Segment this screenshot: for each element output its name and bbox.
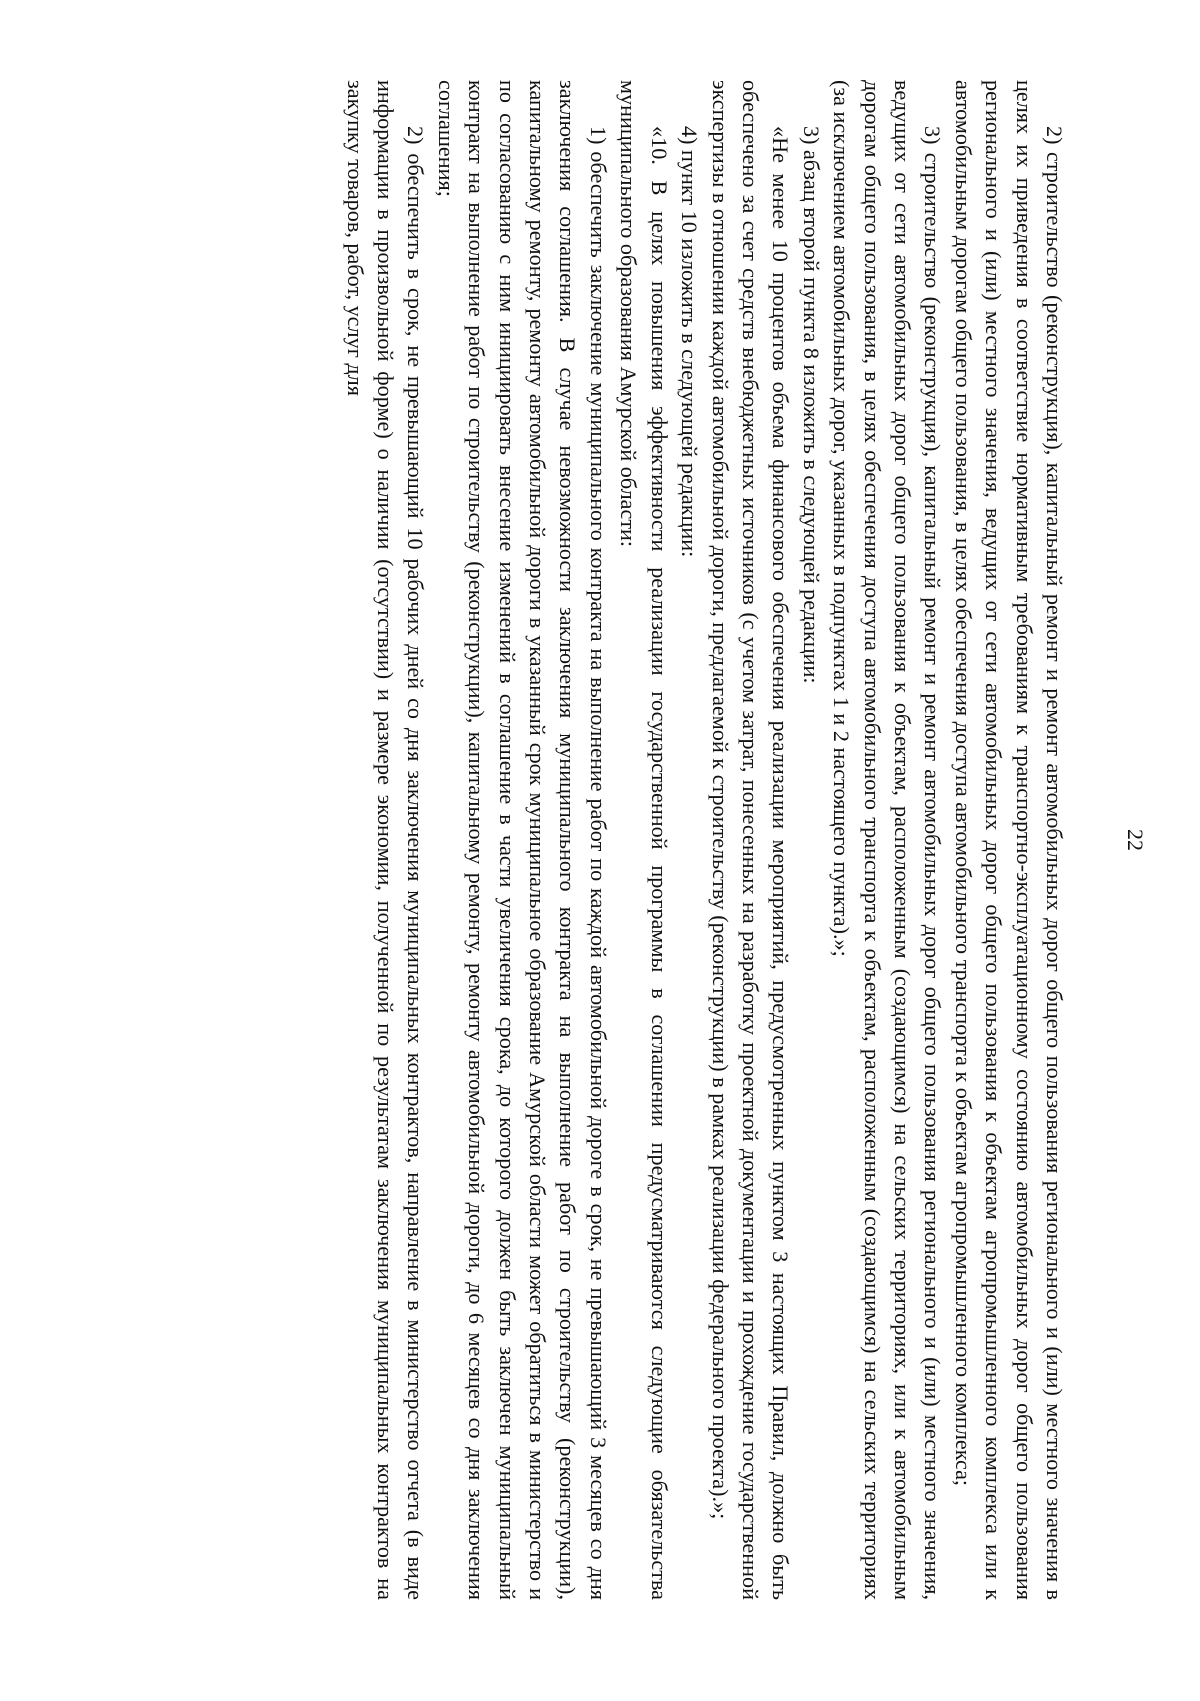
paragraph-amend-3: 3) абзац второй пункта 8 изложить в следующей редакции: — [798, 126, 824, 684]
paragraph-obligation-1: 1) обеспечить заключение муниципального контракта на выполнение работ по каждой автомобильной дороге в срок, не превышающий 3 месяцев со дня заключения соглашения. В случае невозможности заключения муниципального контракта на выполнение работ по строительству (реконструкции), капитальному ремонту, ремонту автомобильной дороги в указанный срок муниципальное образование Амурской области может обратиться в министерство и по согласованию с ним инициировать внесение изменений в соглашение в части увеличения срока, до которого должен быть заключен муниципальный контракт на выполнение работ по строительству (реконструкции), капитальному ремонту, ремонту автомобильной дороги, до 6 месяцев со дня заключения соглашения; — [433, 80, 611, 1600]
page-number: 22 — [1123, 829, 1148, 851]
paragraph-item-2: 2) строительство (реконструкция), капитальный ремонт и ремонт автомобильных дорог общего пользования регионального и (или) местного значения в целях их приведения в соответствие нормативным требованиям к транспортно-эксплуатационному состоянию автомобильных дорог общего пользования регионального и (или) местного значения, ведущих от сети автомобильных дорог общего пользования к объектам агропромышленного комплекса или к автомобильным дорогам общего пользования, в целях обеспечения доступа автомобильного транспорта к объектам агропромышленного комплекса; — [950, 80, 1067, 1600]
paragraph-item-3: 3) строительство (реконструкция), капитальный ремонт и ремонт автомобильных дорог общего пользования регионального и (или) местного значения, ведущих от сети автомобильных дорог общего пользования к объектам, расположенным (создающимся) на сельских территориях, или к автомобильным дорогам общего пользования, в целях обеспечения доступа автомобильного транспорта к объектам, расположенным (создающимся) на сельских территориях (за исключением автомобильных дорог, указанных в подпунктах 1 и 2 настоящего пункта).»; — [829, 80, 946, 1600]
paragraph-quote-point-8: «Не менее 10 процентов объема финансового обеспечения реализации мероприятий, предусмотренных пунктом 3 настоящих Правил, должно быть обеспечено за счет средств внебюджетных источников (с учетом затрат, понесенных на разработку проектной документации и прохождение государственной экспертизы в отношении каждой автомобильной дороги, предлагаемой к строительству (реконструкции) в рамках реализации федерального проекта).»; — [707, 80, 794, 1600]
paragraph-point-10: «10. В целях повышения эффективности реализации государственной программы в соглашении предусматриваются следующие обязательства муниципального образования Амурской области: — [616, 80, 672, 1600]
paragraph-amend-4: 4) пункт 10 изложить в следующей редакции: — [677, 126, 703, 558]
paragraph-obligation-2: 2) обеспечить в срок, не превышающий 10 рабочих дней со дня заключения муниципальных контрактов, направление в министерство отчета (в виде информации в произвольной форме) о наличии (отсутствии) и размере экономии, полученной по результатам заключения муниципальных контрактов на закупку товаров, работ, услуг для — [342, 80, 429, 1600]
rotated-text-block — [339, 80, 1150, 1600]
